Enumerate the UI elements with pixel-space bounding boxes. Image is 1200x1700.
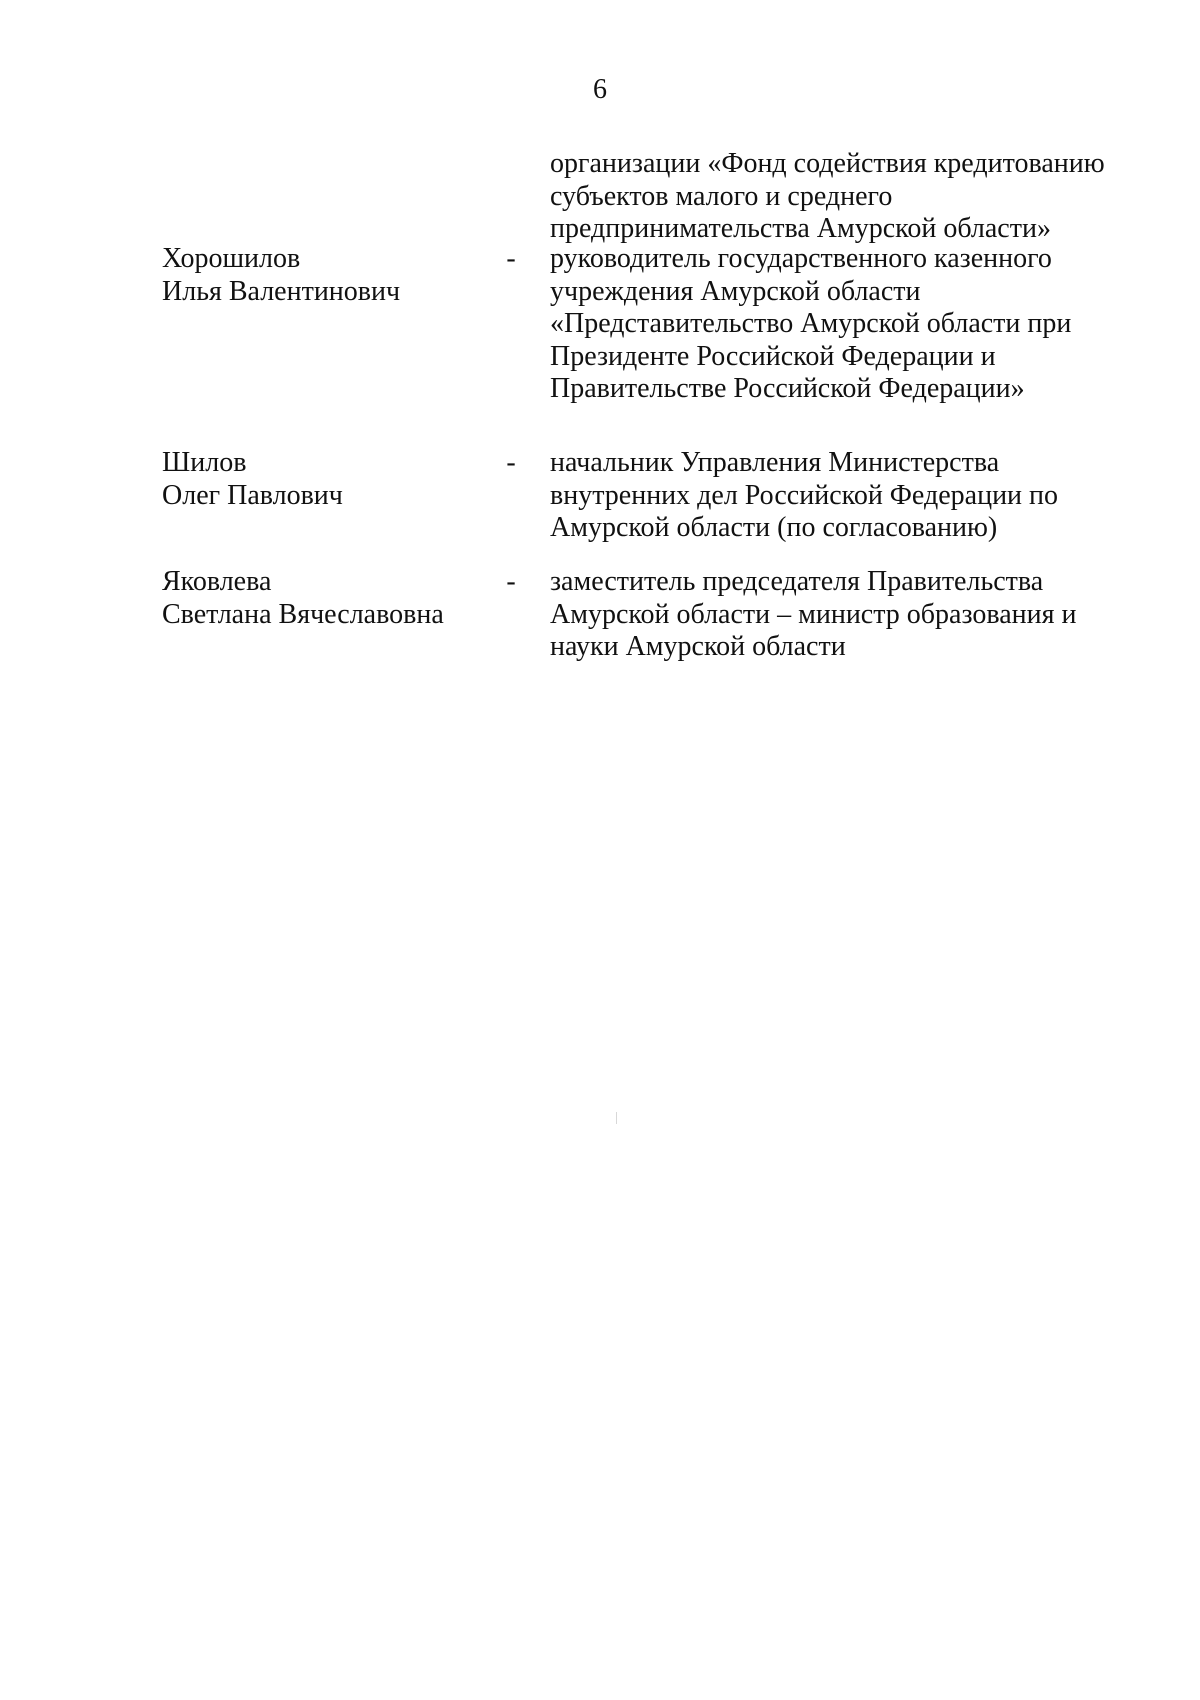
dash-separator: -: [506, 243, 516, 274]
member-name: [162, 447, 482, 512]
role-line: «Представительство Амурской области при: [550, 308, 1072, 339]
role-line: начальник Управления Министерства: [550, 447, 1000, 478]
scan-artifact-mark: [616, 1112, 617, 1124]
member-surname: Хорошилов: [162, 243, 301, 274]
member-given-names: Светлана Вячеславовна: [162, 598, 444, 630]
member-surname: Яковлева: [162, 566, 272, 597]
role-line: Амурской области – министр образования и: [550, 598, 1077, 630]
role-line: руководитель государственного казенного: [550, 243, 1052, 274]
member-role: [550, 243, 1150, 406]
dash-separator: -: [506, 447, 516, 478]
member-name: [162, 566, 482, 631]
role-line: науки Амурской области: [550, 631, 846, 662]
role-line: внутренних дел Российской Федерации по: [550, 479, 1059, 511]
continued-role-text: [550, 148, 1150, 246]
member-name: [162, 243, 482, 308]
role-line: Амурской области (по согласованию): [550, 512, 998, 543]
role-line: субъектов малого и среднего: [550, 180, 893, 212]
page-number: 6: [593, 74, 607, 105]
member-given-names: Олег Павлович: [162, 479, 343, 511]
role-line: предпринимательства Амурской области»: [550, 213, 1051, 244]
member-given-names: Илья Валентинович: [162, 275, 401, 307]
role-line: Президенте Российской Федерации и: [550, 340, 996, 372]
role-line: заместитель председателя Правительства: [550, 566, 1044, 597]
role-line: Правительстве Российской Федерации»: [550, 373, 1025, 404]
role-line: учреждения Амурской области: [550, 275, 921, 307]
member-surname: Шилов: [162, 447, 247, 478]
member-role: [550, 566, 1150, 664]
role-line: организации «Фонд содействия кредитованию: [550, 148, 1105, 179]
dash-separator: -: [506, 566, 516, 597]
member-role: [550, 447, 1150, 545]
